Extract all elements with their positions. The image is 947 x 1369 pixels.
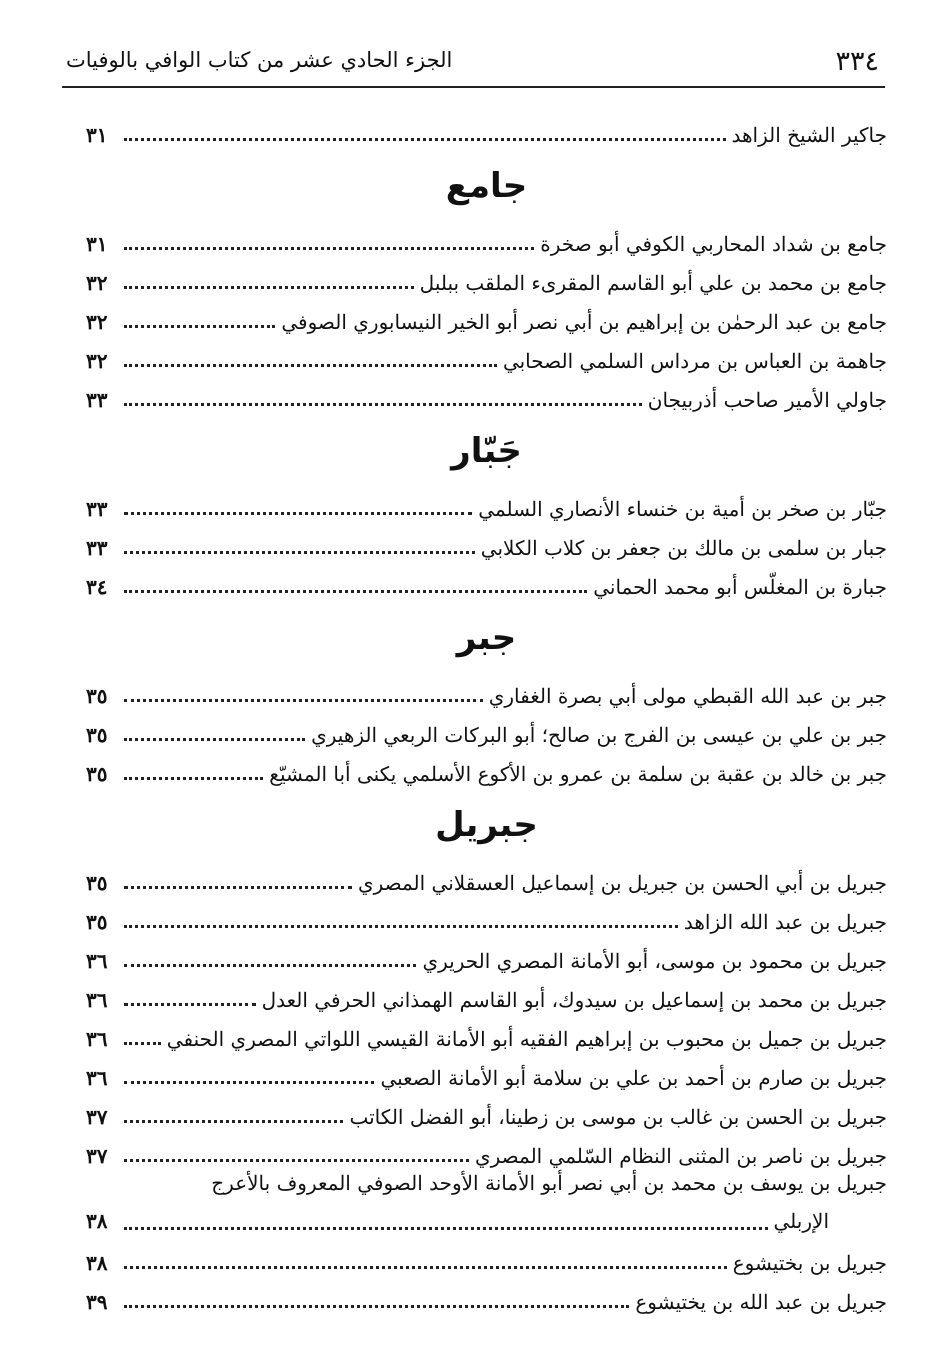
entry-page-number: ٣٢ (86, 310, 108, 334)
entry-name: جبريل بن ناصر بن المثنى النظام السّلمي المصري (474, 1144, 887, 1168)
entry-page-number: ٣٥ (86, 762, 108, 786)
dot-leader (124, 325, 275, 328)
entry-page-number: ٣٦ (86, 949, 108, 973)
entry-name: جبريل بن عبد الله الزاهد (683, 910, 887, 934)
entry-page-number: ٣٢ (86, 349, 108, 373)
entry-name: جبريل بن أبي الحسن بن جبريل بن إسماعيل العسقلاني المصري (357, 871, 887, 895)
entry-page-number: ٣٥ (86, 723, 108, 747)
index-entry (86, 1129, 887, 1168)
dot-leader (124, 1266, 727, 1269)
entry-page-number: ٣٨ (86, 1251, 108, 1275)
dot-leader (124, 403, 642, 406)
entry-name: جبريل بن محمود بن موسى، أبو الأمانة المصري الحريري (422, 949, 887, 973)
entry-page-number: ٣١ (86, 232, 108, 256)
dot-leader (124, 138, 726, 141)
entry-name: جبار بن سلمى بن مالك بن جعفر بن كلاب الكلابي (480, 536, 887, 560)
entry-page-number: ٣٧ (86, 1144, 108, 1168)
index-entry (86, 482, 887, 521)
dot-leader (124, 590, 587, 593)
index-entry (86, 295, 887, 334)
entry-name: جبريل بن عبد الله بن يختيشوع (635, 1290, 887, 1314)
entry-name: جبارة بن المغلّس أبو محمد الحماني (593, 575, 887, 599)
entry-name: جبّار بن صخر بن أمية بن خنساء الأنصاري السلمي (478, 497, 887, 521)
entry-name: جبريل بن يوسف بن محمد بن أبي نصر أبو الأمانة الأوحد الصوفي المعروف بالأعرج (211, 1171, 887, 1195)
index-entry (86, 1051, 887, 1090)
section-heading: جامع (445, 166, 528, 206)
dot-leader (124, 286, 414, 289)
index-entry (86, 560, 887, 599)
dot-leader (124, 1305, 629, 1308)
entry-page-number: ٣٣ (86, 497, 108, 521)
dot-leader (124, 1042, 161, 1045)
page-number: ٣٣٤ (835, 46, 879, 77)
entry-page-number: ٣٥ (86, 684, 108, 708)
dot-leader (124, 512, 472, 515)
index-entry (86, 1012, 887, 1051)
dot-leader (124, 364, 497, 367)
entry-page-number: ٣٣ (86, 536, 108, 560)
entry-name: جبريل بن محمد بن إسماعيل بن سيدوك، أبو القاسم الهمذاني الحرفي العدل (261, 988, 887, 1012)
index-entry (86, 108, 887, 147)
page-header (62, 40, 885, 88)
entry-continuation-row (86, 1198, 887, 1236)
dot-leader (124, 1081, 374, 1084)
running-title: الجزء الحادي عشر من كتاب الوافي بالوفيات (66, 48, 453, 72)
entry-name: جاهمة بن العباس بن مرداس السلمي الصحابي (502, 349, 887, 373)
entry-page-number: ٣٧ (86, 1105, 108, 1129)
entry-page-number: ٣١ (86, 123, 108, 147)
entry-page-number: ٣٤ (86, 575, 108, 599)
index-entry (86, 934, 887, 973)
entry-page-number: ٣٦ (86, 988, 108, 1012)
dot-leader (124, 247, 534, 250)
entry-page-number: ٣٩ (86, 1290, 108, 1314)
entry-page-number: ٣٥ (86, 871, 108, 895)
index-entry (86, 669, 887, 708)
entry-name: جامع بن شداد المحاربي الكوفي أبو صخرة (540, 232, 887, 256)
index-entry (86, 334, 887, 373)
index-entry (86, 1168, 887, 1236)
entry-name: جبريل بن صارم بن أحمد بن علي بن سلامة أبو الأمانة الصعبي (380, 1066, 887, 1090)
index-entry (86, 708, 887, 747)
section-heading: جبريل (435, 805, 538, 845)
entry-page-number: ٣٣ (86, 388, 108, 412)
index-entry (86, 747, 887, 786)
section-heading: جبر (456, 618, 517, 658)
entry-name: جبريل بن بختيشوع (732, 1251, 887, 1275)
entry-page-number: ٣٢ (86, 271, 108, 295)
entry-name: جبر بن علي بن عيسى بن الفرج بن صالح؛ أبو البركات الربعي الزهيري (311, 723, 887, 747)
dot-leader (124, 925, 678, 928)
entry-name: جاولي الأمير صاحب أذربيجان (647, 388, 887, 412)
entry-name: جبر بن عبد الله القبطي مولى أبي بصرة الغفاري (488, 684, 887, 708)
entry-name: جاكير الشيخ الزاهد (731, 123, 887, 147)
dot-leader (124, 1159, 469, 1162)
index-entry (86, 856, 887, 895)
dot-leader (124, 1227, 768, 1230)
entry-name: جامع بن محمد بن علي أبو القاسم المقرىء الملقب ببلبل (419, 271, 887, 295)
entry-name: جبريل بن جميل بن محبوب بن إبراهيم الفقيه أبو الأمانة القيسي اللواتي المصري الحنفي (166, 1027, 887, 1051)
entry-page-number: ٣٨ (86, 1209, 108, 1233)
index-entry (86, 1236, 887, 1275)
entry-name: جبريل بن الحسن بن غالب بن موسى بن زطينا، أبو الفضل الكاتب (349, 1105, 887, 1129)
dot-leader (124, 886, 352, 889)
entry-page-number: ٣٦ (86, 1027, 108, 1051)
index-entry (86, 256, 887, 295)
index-entry (86, 1275, 887, 1314)
dot-leader (124, 551, 475, 554)
index-entry (86, 521, 887, 560)
index-entry (86, 217, 887, 256)
entry-name-continuation: الإربلي (773, 1209, 829, 1233)
dot-leader (124, 964, 416, 967)
index-entry (86, 895, 887, 934)
dot-leader (124, 1120, 343, 1123)
section-heading: جَبّار (451, 431, 522, 471)
dot-leader (124, 699, 483, 702)
dot-leader (124, 1003, 256, 1006)
dot-leader (124, 777, 263, 780)
entry-page-number: ٣٥ (86, 910, 108, 934)
dot-leader (124, 738, 305, 741)
index-entry (86, 1090, 887, 1129)
index-list (86, 108, 887, 1314)
entry-page-number: ٣٦ (86, 1066, 108, 1090)
entry-name: جامع بن عبد الرحمٰن بن إبراهيم بن أبي نصر أبو الخير النيسابوري الصوفي (281, 310, 887, 334)
index-entry (86, 973, 887, 1012)
entry-name: جبر بن خالد بن عقبة بن سلمة بن عمرو بن الأكوع الأسلمي يكنى أبا المشيّع (269, 762, 887, 786)
index-entry (86, 373, 887, 412)
